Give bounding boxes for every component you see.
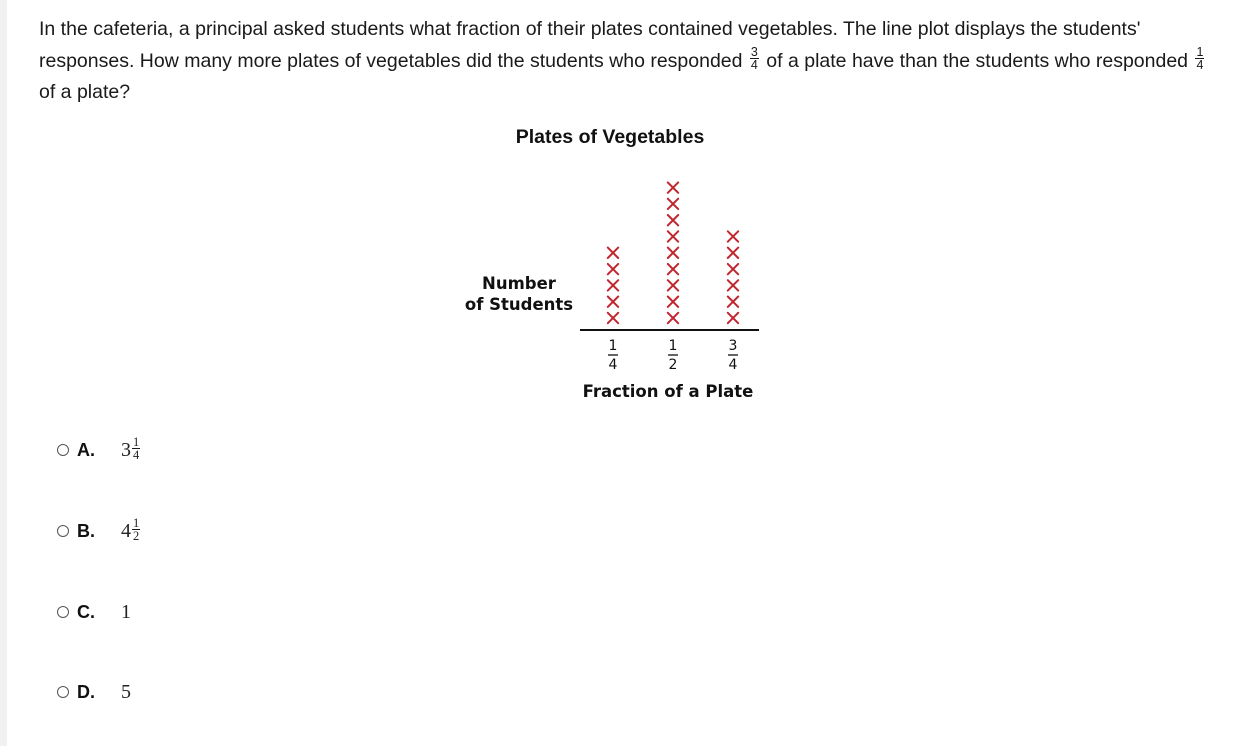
choice-c[interactable]: [57, 597, 131, 627]
data-mark-x: [608, 313, 618, 323]
chart-title: Plates of Vegetables: [515, 126, 705, 148]
radio-button-d[interactable]: [57, 686, 69, 698]
tick-denominator: 2: [668, 357, 678, 373]
data-mark-x: [668, 182, 678, 192]
choice-fraction: [132, 517, 140, 542]
data-mark-x: [608, 264, 618, 274]
choice-value: [121, 434, 142, 463]
tick-denominator: 4: [728, 357, 738, 373]
choice-value: [121, 601, 131, 624]
data-mark-x: [728, 264, 738, 274]
data-mark-x: [728, 313, 738, 323]
choice-fraction: [132, 436, 140, 461]
x-tick-label: [668, 338, 678, 373]
whole-number: 5: [121, 680, 131, 703]
data-mark-x: [668, 297, 678, 307]
fraction-denominator: 4: [133, 447, 140, 462]
data-mark-x: [668, 280, 678, 290]
question-part-3: of a plate?: [39, 81, 131, 103]
choice-letter: B.: [77, 520, 95, 541]
data-mark-x: [608, 280, 618, 290]
choice-value: [121, 681, 131, 704]
choice-b[interactable]: [57, 516, 142, 546]
choice-value: [121, 515, 142, 544]
choice-a[interactable]: [57, 435, 142, 465]
data-mark-x: [668, 313, 678, 323]
tick-numerator: 1: [608, 338, 618, 354]
data-mark-x: [668, 248, 678, 258]
question-part-2: of a plate have than the students who responded: [766, 49, 1189, 72]
x-tick-label: [728, 338, 738, 373]
whole-number: 3: [121, 438, 131, 461]
fraction-numerator: 1: [133, 515, 140, 530]
choice-letter: C.: [77, 601, 95, 622]
x-axis-label: Fraction of a Plate: [582, 382, 754, 401]
x-tick-label: [608, 338, 618, 373]
data-mark-x: [728, 280, 738, 290]
data-mark-x: [608, 297, 618, 307]
choice-letter: A.: [77, 439, 95, 460]
y-axis-label-line-1: Number: [482, 274, 556, 293]
y-axis-label-line-2: of Students: [464, 295, 574, 314]
data-mark-x: [668, 199, 678, 209]
data-mark-x: [728, 231, 738, 241]
data-mark-x: [668, 231, 678, 241]
data-mark-x: [668, 215, 678, 225]
data-mark-x: [728, 297, 738, 307]
choice-d[interactable]: [57, 677, 131, 707]
choice-letter: D.: [77, 681, 95, 702]
fraction-denominator: 4: [1196, 57, 1204, 72]
data-mark-x: [728, 248, 738, 258]
radio-button-c[interactable]: [57, 606, 69, 618]
fraction-numerator: 1: [133, 434, 140, 449]
tick-denominator: 4: [608, 357, 618, 373]
whole-number: 1: [121, 600, 131, 623]
fraction-denominator: 2: [133, 528, 140, 543]
question-part-1: In the cafeteria, a principal asked students what fraction of their plates contained vegetables. The line plot displays the students' responses. How many more plates of vegetables did the students who responded: [39, 18, 1141, 72]
whole-number: 4: [121, 519, 131, 542]
fraction-denominator: 4: [750, 57, 758, 72]
fraction-numerator: 1: [1196, 44, 1204, 59]
fraction-numerator: 3: [750, 44, 758, 59]
data-mark-x: [608, 248, 618, 258]
data-mark-x: [668, 264, 678, 274]
radio-button-b[interactable]: [57, 525, 69, 537]
radio-button-a[interactable]: [57, 444, 69, 456]
tick-numerator: 3: [728, 338, 738, 354]
tick-numerator: 1: [668, 338, 678, 354]
